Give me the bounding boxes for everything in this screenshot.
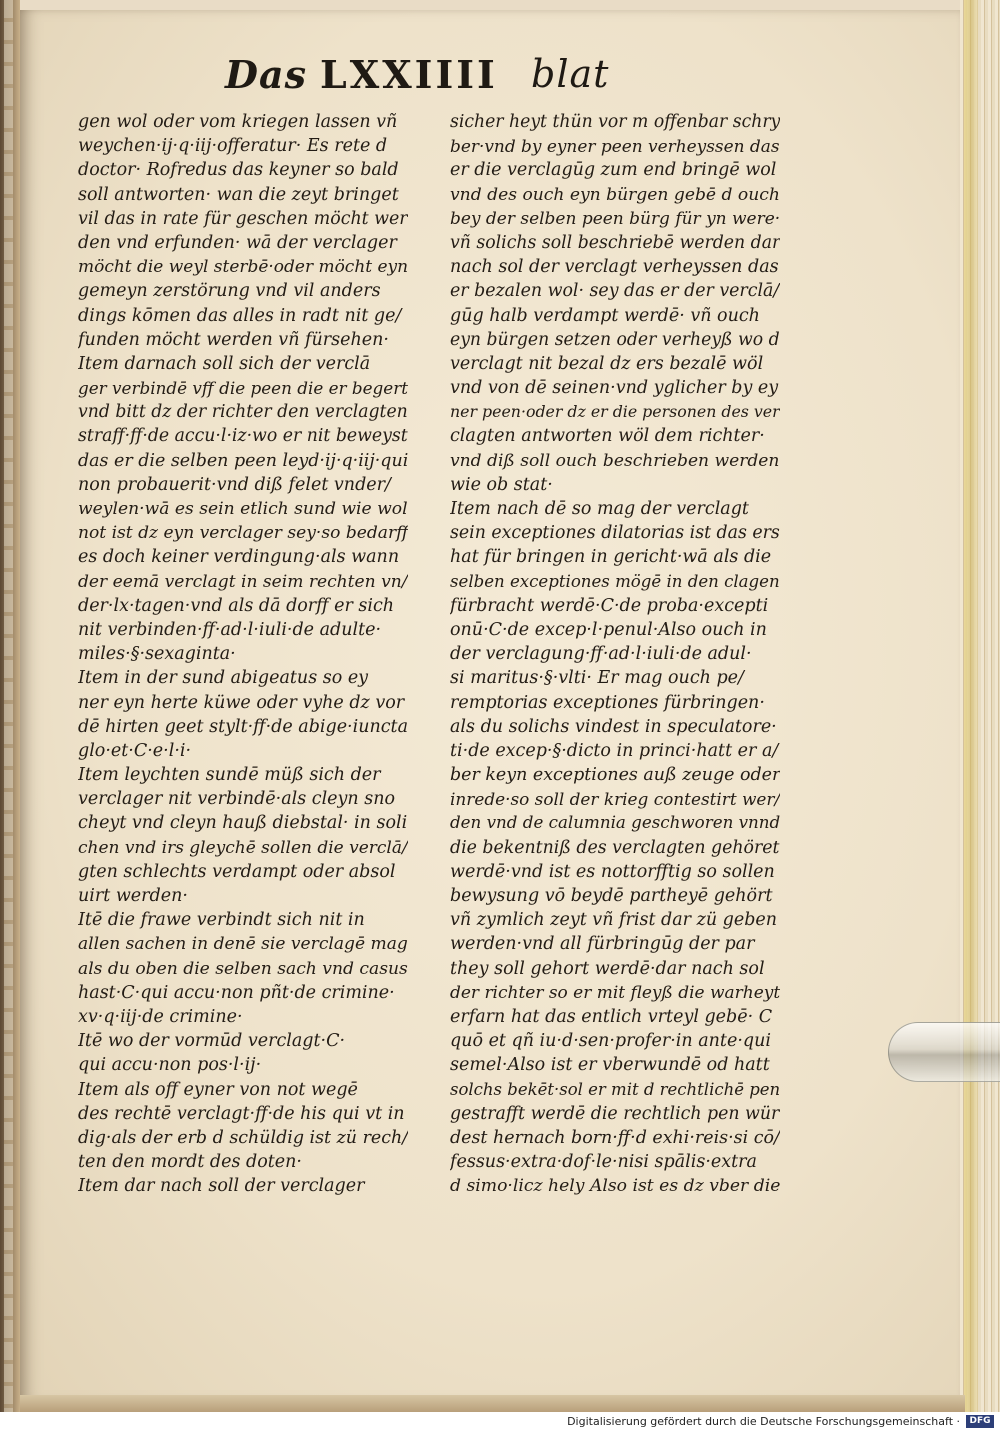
text-line: weychen·ij·q·iij·offeratur· Es rete d — [78, 136, 388, 157]
text-line: vil das in rate für geschen möcht wer — [78, 208, 408, 229]
glass-page-clip — [888, 1022, 1000, 1082]
text-line: ti·de excep·§·dicto in princi·hatt er a/ — [450, 740, 779, 761]
text-line: Item dar nach soll der verclager — [78, 1176, 365, 1197]
text-line: ber keyn exceptiones auß zeuge oder — [450, 765, 780, 786]
text-line: Item als off eyner von not wegē — [78, 1079, 358, 1100]
text-line: semel·Also ist er vberwundē od hatt — [450, 1055, 770, 1076]
text-line: chen vnd irs gleychē sollen die verclā/ — [78, 837, 408, 858]
text-line: not ist dz eyn verclager sey·so bedarff — [78, 523, 408, 544]
funding-credit: Digitalisierung gefördert durch die Deutsche Forschungsgemeinschaft · — [567, 1415, 960, 1428]
text-line: nit verbinden·ff·ad·l·iuli·de adulte· — [78, 619, 382, 640]
text-line: xv·q·iij·de crimine· — [78, 1006, 243, 1027]
text-line: wie ob stat· — [450, 474, 553, 495]
text-line: Item leychten sundē müß sich der — [78, 765, 381, 786]
header-word: Das — [225, 52, 307, 97]
facing-page-edge — [4, 0, 13, 1412]
text-line: erfarn hat das entlich vrteyl gebē· C — [450, 1006, 773, 1027]
text-line: vnd von dē seinen·vnd yglicher by ey — [450, 378, 779, 399]
text-line: bewysung vō beydē partheyē gehört — [450, 886, 773, 906]
footer-bar — [0, 1412, 1000, 1432]
text-line: es doch keiner verdingung·als wann — [78, 547, 400, 568]
text-line: verclager nit verbindē·als cleyn sno — [78, 789, 396, 810]
text-line: weylen·wā es sein etlich sund wie wol — [78, 499, 408, 519]
text-line: selben exceptiones mögē in den clagen — [450, 571, 780, 591]
text-line: der eemā verclagt in seim rechten vn/ — [78, 571, 408, 592]
text-line: funden möcht werden vñ fürsehen· — [78, 329, 389, 350]
text-line: als du oben die selben sach vnd casus — [78, 958, 408, 979]
text-line: soll antworten· wan die zeyt bringet — [78, 184, 399, 205]
folio-number: LXXIIII — [320, 52, 498, 97]
page-bottom-edge — [20, 1395, 965, 1412]
text-line: der·lx·tagen·vnd als dā dorff er sich — [78, 595, 395, 616]
text-line: vnd diß soll ouch beschrieben werden — [450, 450, 780, 471]
text-line: onū·C·de excep·l·penul·Also ouch in — [450, 619, 767, 640]
text-line: doctor· Rofredus das keyner so bald — [78, 160, 399, 181]
text-line: vñ zymlich zeyt vñ frist dar zü geben — [450, 910, 778, 931]
text-line: vnd bitt dz der richter den verclagten — [78, 402, 408, 423]
text-line: ten den mordt des doten· — [78, 1152, 302, 1173]
text-line: des rechtē verclagt·ff·de his qui vt in — [78, 1103, 405, 1124]
text-line: die bekentniß des verclagten gehöret — [450, 837, 780, 858]
text-line: er bezalen wol· sey das er der verclā/ — [450, 281, 780, 302]
text-line: straff·ff·de accu·l·iz·wo er nit beweyst — [78, 426, 408, 447]
text-line: er die verclagūg zum end bringē wol — [450, 160, 777, 181]
text-line: quō et qñ iu·d·sen·profer·in ante·qui — [450, 1031, 771, 1052]
gilt-edge — [964, 0, 978, 1412]
text-line: fürbracht werdē·C·de proba·excepti — [450, 595, 769, 616]
text-line: clagten antworten wöl dem richter· — [450, 426, 765, 447]
text-line: non probauerit·vnd diß felet vnder/ — [78, 474, 391, 495]
text-line: eyn bürgen setzen oder verheyß wo d — [450, 329, 780, 350]
text-line: verclagt nit bezal dz ers bezalē wöl — [450, 353, 764, 374]
text-line: vnd des ouch eyn bürgen gebē d ouch — [450, 184, 780, 205]
text-line: they soll gehort werdē·dar nach sol — [450, 958, 765, 979]
text-line: ner peen·oder dz er die personen des ver — [450, 402, 780, 422]
text-line: miles·§·sexaginta· — [78, 644, 236, 665]
running-header — [225, 52, 610, 102]
text-line: dest hernach born·ff·d exhi·reis·si cō/ — [450, 1127, 780, 1148]
text-line: als du solichs vindest in speculatore· — [450, 716, 777, 737]
text-line: den vnd de calumnia geschworen vnnd — [450, 813, 780, 833]
text-line: sein exceptiones dilatorias ist das ers — [450, 523, 780, 544]
text-line: Itē wo der vormūd verclagt·C· — [78, 1031, 346, 1052]
text-line: inrede·so soll der krieg contestirt wer/ — [450, 789, 780, 810]
text-line: der richter so er mit fleyß die warheyt — [450, 982, 780, 1003]
text-line: d simo·licz hely Also ist es dz vber die — [450, 1176, 780, 1197]
text-line: vñ solichs soll beschriebē werden dar — [450, 232, 780, 253]
text-line: dē hirten geet stylt·ff·de abige·iuncta — [78, 716, 408, 737]
text-line: ner eyn herte küwe oder vyhe dz vor — [78, 692, 405, 713]
text-line: hast·C·qui accu·non pñt·de crimine· — [78, 982, 395, 1003]
text-line: den vnd erfunden· wā der verclager — [78, 232, 397, 253]
text-line: qui accu·non pos·l·ij· — [78, 1055, 262, 1076]
text-line: gestrafft werdē die rechtlich pen wür — [450, 1103, 780, 1124]
dfg-logo: DFG — [966, 1415, 994, 1428]
text-line: werdē·vnd ist es nottorfftig so sollen — [450, 861, 775, 882]
left-text-column — [78, 110, 408, 1198]
text-line: ber·vnd by eyner peen verheyssen das — [450, 136, 780, 157]
text-line: gten schlechts verdampt oder absol — [78, 861, 396, 882]
text-line: das er die selben peen leyd·ij·q·iij·qui — [78, 450, 408, 471]
text-line: hat für bringen in gericht·wā als die — [450, 547, 772, 568]
text-line: ger verbindē vff die peen die er begert — [78, 378, 408, 399]
text-line: nach sol der verclagt verheyssen das — [450, 257, 779, 278]
text-line: solchs bekēt·sol er mit d rechtlichē pen — [450, 1079, 780, 1099]
text-line: gūg halb verdampt werdē· vñ ouch — [450, 305, 760, 326]
text-line: gemeyn zerstörung vnd vil anders — [78, 281, 381, 302]
text-line: uirt werden· — [78, 886, 188, 906]
text-line: allen sachen in denē sie verclagē mag — [78, 934, 408, 955]
text-line: Item darnach soll sich der verclā — [78, 353, 371, 374]
text-line: sicher heyt thün vor m offenbar schry — [450, 112, 780, 132]
text-line: dings kōmen das alles in radt nit ge/ — [78, 305, 402, 326]
header-blat: blat — [531, 52, 610, 96]
text-line: dig·als der erb d schüldig ist zü rech/ — [78, 1127, 408, 1148]
text-line: der verclagung·ff·ad·l·iuli·de adul· — [450, 644, 752, 665]
text-line: fessus·extra·dof·le·nisi spālis·extra — [450, 1152, 757, 1173]
text-line: cheyt vnd cleyn hauß diebstal· in soli — [78, 813, 408, 834]
text-line: remptorias exceptiones fürbringen· — [450, 692, 765, 713]
text-line: gen wol oder vom kriegen lassen vñ — [78, 112, 398, 132]
text-line: werden·vnd all fürbringūg der par — [450, 934, 755, 955]
text-line: si maritus·§·vlti· Er mag ouch pe/ — [450, 668, 744, 689]
right-text-column — [450, 110, 780, 1198]
text-line: Itē die frawe verbindt sich nit in — [78, 910, 365, 931]
text-line: bey der selben peen bürg für yn were· — [450, 208, 780, 229]
text-line: Item nach dē so mag der verclagt — [450, 499, 749, 519]
text-line: Item in der sund abigeatus so ey — [78, 668, 369, 689]
text-line: glo·et·C·e·l·i· — [78, 740, 192, 761]
text-line: möcht die weyl sterbē·oder möcht eyn — [78, 257, 408, 278]
